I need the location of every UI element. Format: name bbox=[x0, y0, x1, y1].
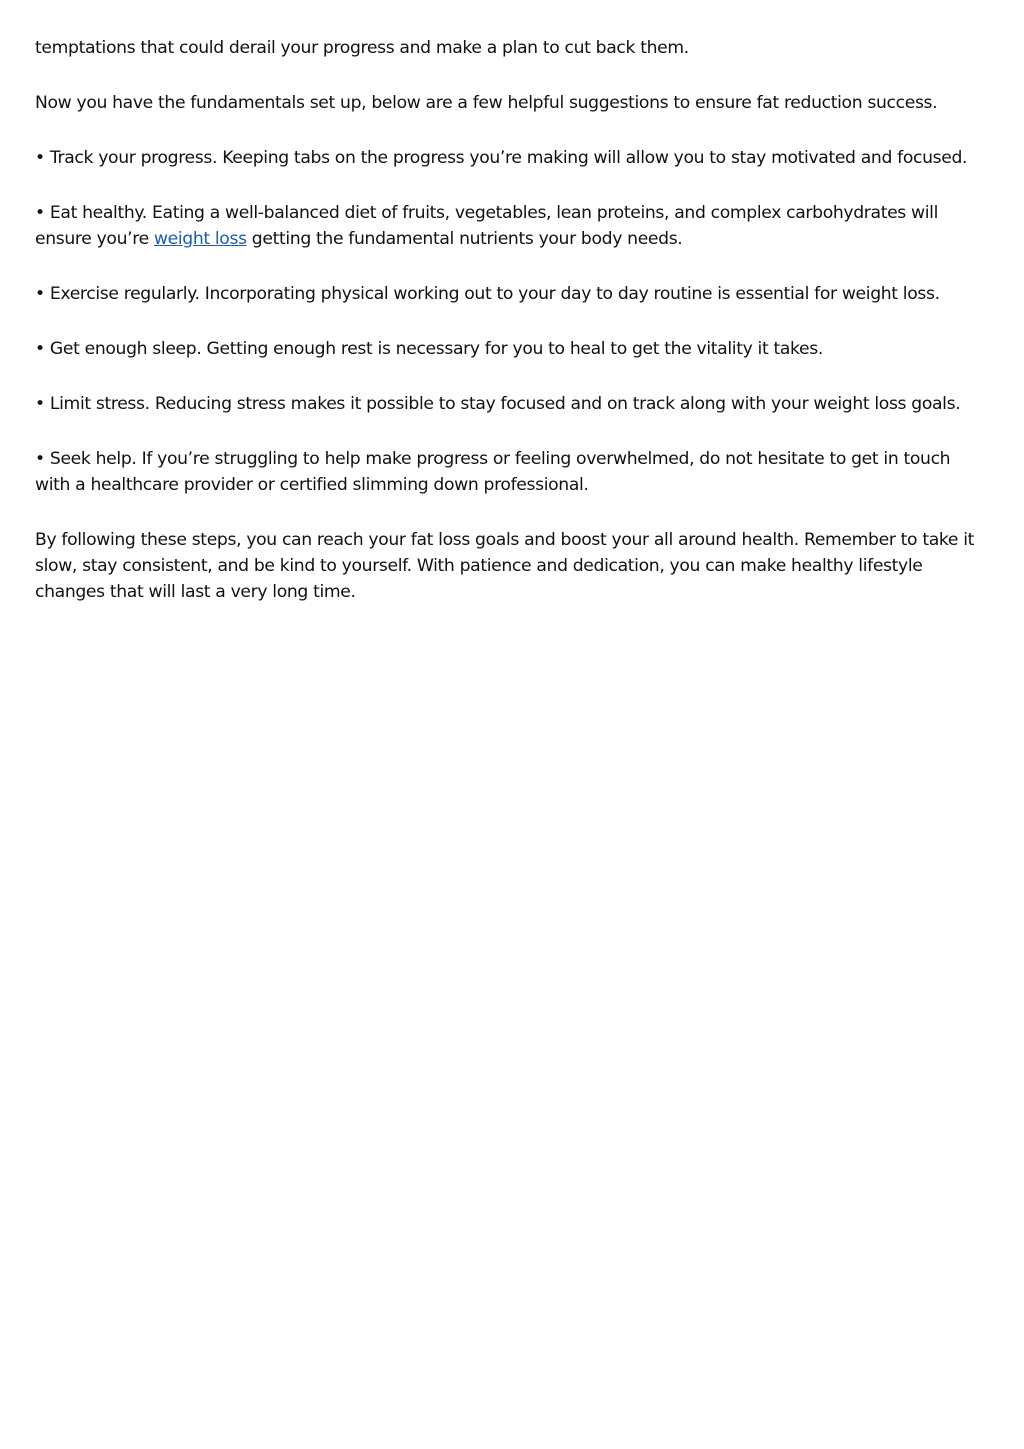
tip-track-progress: • Track your progress. Keeping tabs on the progress you’re making will allow you to stay motivated and focused. bbox=[35, 148, 968, 168]
tip-eat-healthy-text-end: getting the fundamental nutrients your body needs. bbox=[246, 229, 683, 249]
document-body bbox=[35, 35, 985, 634]
tip-eat-healthy bbox=[35, 200, 985, 252]
tip-sleep: • Get enough sleep. Getting enough rest is necessary for you to heal to get the vitality it takes. bbox=[35, 339, 823, 359]
tip-exercise: • Exercise regularly. Incorporating physical working out to your day to day routine is essential for weight loss. bbox=[35, 284, 940, 304]
paragraph-conclusion: By following these steps, you can reach your fat loss goals and boost your all around health. Remember to take it slow, stay consistent, and be kind to yourself. With patience and dedication, you can make healthy lifestyle changes that will last a very long time. bbox=[35, 530, 975, 602]
tip-seek-help: • Seek help. If you’re struggling to help make progress or feeling overwhelmed, do not hesitate to get in touch with a healthcare provider or certified slimming down professional. bbox=[35, 449, 951, 495]
tip-eat-healthy-text: • Eat healthy. Eating a well-balanced diet of fruits, vegetables, lean proteins, and complex carbohydrates will ensure you’re bbox=[35, 203, 939, 249]
weight-loss-link[interactable]: weight loss bbox=[153, 229, 247, 249]
paragraph-fundamentals: Now you have the fundamentals set up, below are a few helpful suggestions to ensure fat reduction success. bbox=[35, 93, 938, 113]
tip-limit-stress: • Limit stress. Reducing stress makes it possible to stay focused and on track along with your weight loss goals. bbox=[35, 394, 961, 414]
paragraph-intro-continuation: temptations that could derail your progress and make a plan to cut back them. bbox=[35, 38, 689, 58]
